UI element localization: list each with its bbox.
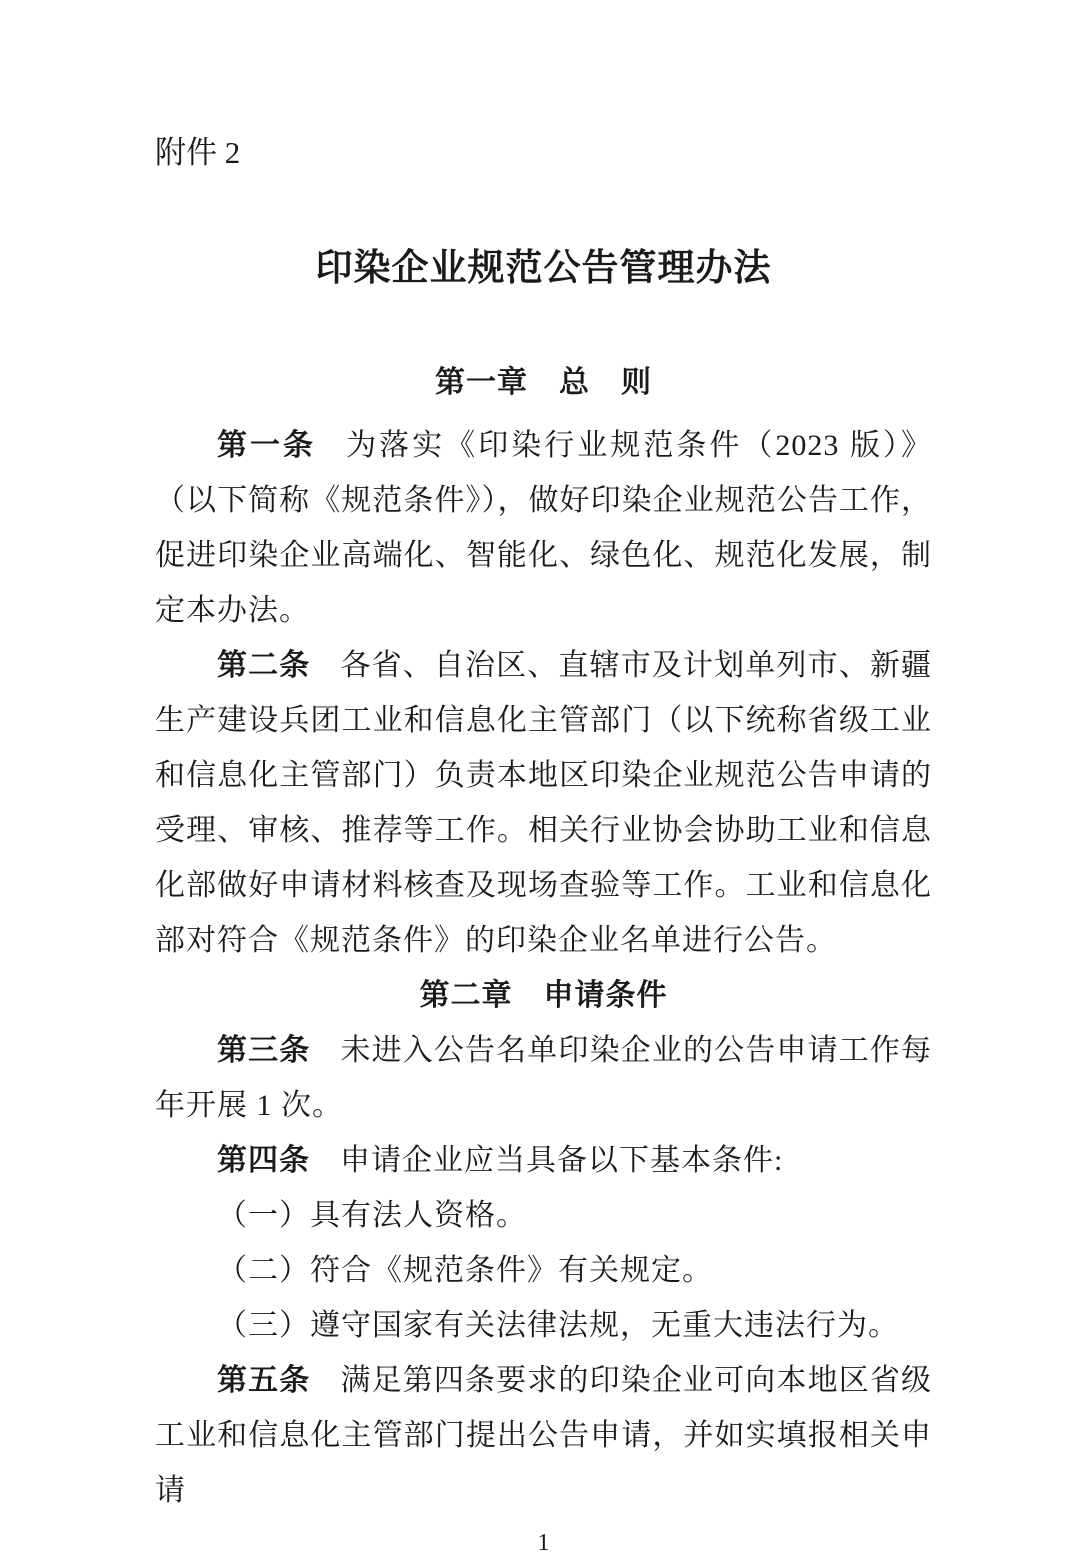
page-number: 1 (537, 1530, 550, 1556)
chapter-1-heading: 第一章 总 则 (435, 366, 652, 399)
article-4-item-3 (155, 1298, 932, 1353)
article-5-paragraph (155, 1353, 932, 1518)
article-4-paragraph (155, 1133, 932, 1188)
document-body (155, 418, 932, 1518)
article-3-paragraph (155, 1023, 932, 1133)
article-3-text: 未进入公告名单印染企业的公告申请工作每年开展 1 次。 (155, 1034, 933, 1122)
document-title: 印染企业规范公告管理办法 (315, 247, 772, 288)
article-4-item-2 (155, 1243, 932, 1298)
article-3-number: 第三条 (217, 1034, 311, 1067)
article-1-number: 第一条 (217, 429, 317, 462)
article-5-text: 满足第四条要求的印染企业可向本地区省级工业和信息化主管部门提出公告申请，并如实填报相关申请 (155, 1364, 933, 1507)
article-1-paragraph (155, 418, 932, 638)
attachment-label: 附件 2 (155, 135, 241, 170)
article-5-number: 第五条 (217, 1364, 311, 1397)
article-2-text: 各省、自治区、直辖市及计划单列市、新疆生产建设兵团工业和信息化主管部门（以下统称省级工业和信息化主管部门）负责本地区印染企业规范公告申请的受理、审核、推荐等工作。相关行业协会协助工业和信息化部做好申请材料核查及现场查验等工作。工业和信息化部对符合《规范条件》的印染企业名单进行公告。 (155, 649, 933, 957)
chapter-2-heading: 第二章 申请条件 (419, 979, 668, 1012)
article-2-paragraph (155, 638, 932, 968)
article-4-item-1-text: （一）具有法人资格。 (217, 1199, 527, 1232)
article-4-item-1 (155, 1188, 932, 1243)
article-4-item-3-text: （三）遵守国家有关法律法规，无重大违法行为。 (217, 1309, 899, 1342)
article-4-text: 申请企业应当具备以下基本条件: (340, 1144, 784, 1177)
article-4-number: 第四条 (217, 1144, 310, 1177)
article-2-number: 第二条 (217, 649, 311, 682)
article-4-item-2-text: （二）符合《规范条件》有关规定。 (217, 1254, 713, 1287)
article-1-text: 为落实《印染行业规范条件（2023 版）》（以下简称《规范条件》），做好印染企业规范公告工作，促进印染企业高端化、智能化、绿色化、规范化发展，制定本办法。 (155, 429, 933, 627)
